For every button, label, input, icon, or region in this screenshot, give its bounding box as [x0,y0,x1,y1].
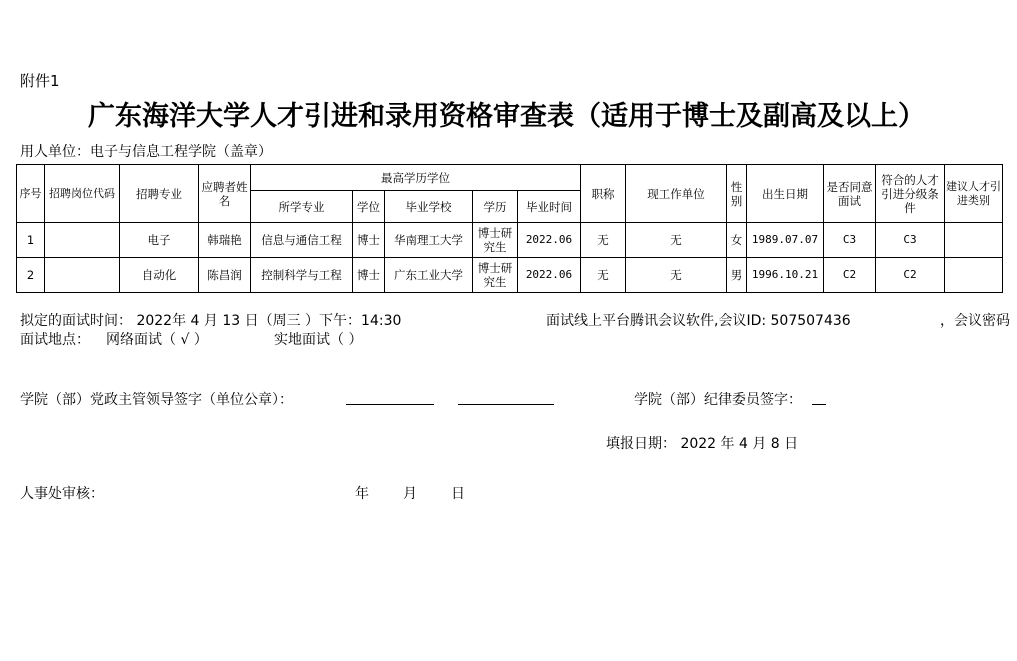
cell-grad-time: 2022.06 [518,223,581,258]
hr-review-day: 日 [451,486,465,502]
hr-review-month: 月 [403,486,417,502]
cell-work-unit: 无 [626,258,727,293]
cell-agree: C2 [824,258,876,293]
cell-level: C3 [876,223,945,258]
discipline-member-signature-label: 学院（部）纪律委员签字： [634,392,802,408]
cell-birth: 1989.07.07 [747,223,824,258]
party-leader-signature-label: 学院（部）党政主管领导签字（单位公章）： [20,392,293,408]
header-major: 招聘专业 [120,165,199,223]
cell-grad-time: 2022.06 [518,258,581,293]
header-suggest-category: 建议人才引进类别 [945,165,1003,223]
header-row [17,165,1003,191]
cell-name: 韩瑞艳 [199,223,251,258]
cell-field: 控制科学与工程 [251,258,353,293]
cell-gender: 男 [727,258,747,293]
cell-major: 自动化 [120,258,199,293]
annex-label: 附件1 [20,72,60,90]
header-degree: 学位 [353,191,385,223]
cell-post-code [45,258,120,293]
cell-title-rank: 无 [581,258,626,293]
header-work-unit: 现工作单位 [626,165,727,223]
header-grad-time: 毕业时间 [518,191,581,223]
online-interview-option: 网络面试（ √ ） [106,332,208,348]
cell-seq: 2 [17,258,45,293]
fill-date: 填报日期： 2022 年 4 月 8 日 [606,436,799,452]
cell-level: C2 [876,258,945,293]
header-applicant: 应聘者姓名 [199,165,251,223]
unit-seal-line [458,390,554,409]
header-agree-interview: 是否同意面试 [824,165,876,223]
table-row [17,258,1003,293]
cell-degree: 博士 [353,223,385,258]
header-birth: 出生日期 [747,165,824,223]
interview-password: ，会议密码 [940,313,1010,329]
cell-name: 陈昌润 [199,258,251,293]
header-education: 学历 [473,191,518,223]
header-post-code: 招聘岗位代码 [45,165,120,223]
review-table [16,164,1003,293]
onsite-interview-option: 实地面试（ ） [274,332,363,348]
cell-post-code [45,223,120,258]
party-leader-signature-line [346,390,434,409]
hr-review-year: 年 [355,486,369,502]
cell-degree: 博士 [353,258,385,293]
cell-education: 博士研究生 [473,223,518,258]
cell-major: 电子 [120,223,199,258]
discipline-member-signature-line [812,390,826,409]
cell-birth: 1996.10.21 [747,258,824,293]
cell-category [945,258,1003,293]
cell-school: 广东工业大学 [385,258,473,293]
cell-category [945,223,1003,258]
hr-review-label: 人事处审核： [20,486,104,502]
cell-work-unit: 无 [626,223,727,258]
page-title: 广东海洋大学人才引进和录用资格审查表（适用于博士及副高及以上） [88,101,925,132]
cell-title-rank: 无 [581,223,626,258]
cell-gender: 女 [727,223,747,258]
cell-school: 华南理工大学 [385,223,473,258]
employer-unit: 用人单位：电子与信息工程学院（盖章） [20,144,272,160]
cell-field: 信息与通信工程 [251,223,353,258]
cell-agree: C3 [824,223,876,258]
header-title-rank: 职称 [581,165,626,223]
header-talent-level: 符合的人才引进分级条件 [876,165,945,223]
interview-location-label: 面试地点： [20,332,90,348]
header-highest-edu: 最高学历学位 [251,165,581,191]
header-seq: 序号 [17,165,45,223]
table-row [17,223,1003,258]
interview-platform: 面试线上平台腾讯会议软件,会议ID: 507507436 [546,313,851,329]
header-school: 毕业学校 [385,191,473,223]
cell-education: 博士研究生 [473,258,518,293]
header-field: 所学专业 [251,191,353,223]
interview-time: 拟定的面试时间： 2022年 4 月 13 日（周三 ）下午：14:30 [20,313,402,329]
header-gender: 性别 [727,165,747,223]
cell-seq: 1 [17,223,45,258]
